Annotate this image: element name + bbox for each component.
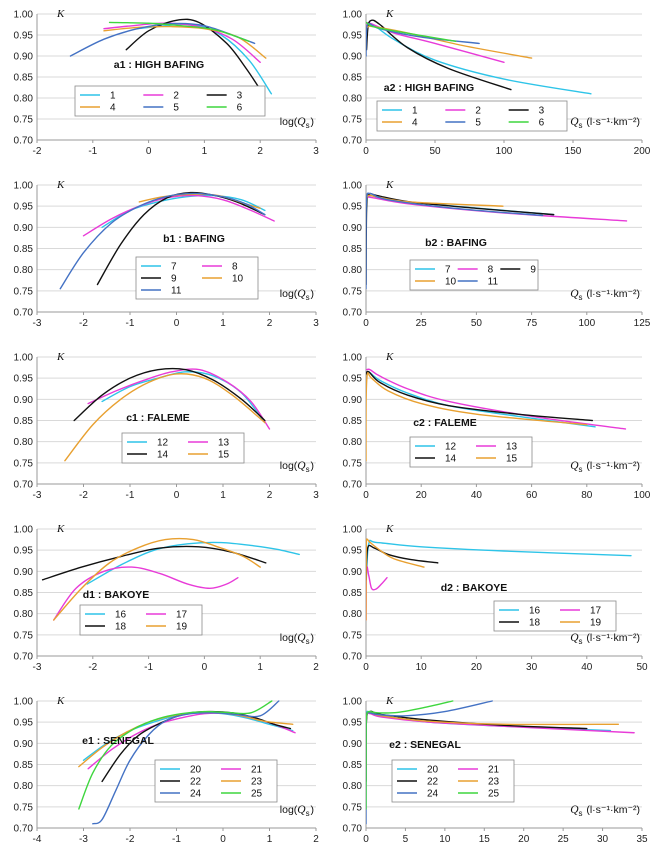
legend-label-8: 8 <box>487 264 494 276</box>
y-tick-label: 0.70 <box>342 135 362 147</box>
legend <box>122 433 244 463</box>
legend-label-15: 15 <box>506 453 518 465</box>
legend-label-25: 25 <box>488 788 500 800</box>
y-tick-label: 0.85 <box>342 760 362 771</box>
x-axis-label: $\log(Q_s$ ) <box>279 288 314 302</box>
y-tick-label: 0.95 <box>342 545 362 557</box>
y-tick-label: 0.85 <box>342 588 362 599</box>
panel-e1 <box>14 695 320 845</box>
legend-label-4: 4 <box>110 102 116 114</box>
x-tick-label: 0 <box>173 318 180 329</box>
x-tick-label: 2 <box>313 662 319 673</box>
y-axis-label: K <box>57 8 65 20</box>
x-tick-label: -3 <box>32 490 42 501</box>
y-tick-label: 0.90 <box>13 394 33 406</box>
legend <box>410 437 532 467</box>
y-tick-label: 0.85 <box>13 244 33 255</box>
y-tick-label: 0.95 <box>342 373 362 385</box>
panel-a2 <box>343 8 651 157</box>
x-tick-label: -2 <box>79 490 88 501</box>
y-tick-label: 0.90 <box>13 222 33 234</box>
y-axis-label: K <box>57 351 65 363</box>
legend-label-11: 11 <box>171 285 182 297</box>
panel-title: a2 : HIGH BAFING <box>383 82 475 94</box>
x-tick-label: -1 <box>172 834 181 845</box>
x-tick-label: 50 <box>429 146 441 157</box>
x-tick-label: 25 <box>415 318 427 329</box>
y-tick-label: 0.70 <box>13 135 33 147</box>
y-tick-label: 0.75 <box>342 114 362 126</box>
legend-label-14: 14 <box>445 453 457 465</box>
legend <box>155 760 277 802</box>
legend-label-12: 12 <box>157 437 169 449</box>
x-tick-label: 100 <box>495 146 513 157</box>
panel-title: b2 : BAFING <box>425 237 487 249</box>
x-tick-label: -4 <box>32 834 42 845</box>
x-tick-label: 20 <box>518 834 530 845</box>
y-tick-label: 1.00 <box>13 696 33 708</box>
legend-label-20: 20 <box>190 764 202 776</box>
x-tick-label: 125 <box>633 318 651 329</box>
x-tick-label: 35 <box>636 834 648 845</box>
x-tick-label: 3 <box>313 318 319 329</box>
legend-label-4: 4 <box>412 117 418 129</box>
x-tick-label: -2 <box>32 146 42 157</box>
legend-label-25: 25 <box>251 788 263 800</box>
x-tick-label: 20 <box>415 490 427 501</box>
series-line-3 <box>126 19 260 89</box>
legend-label-1: 1 <box>110 90 116 102</box>
x-tick-label: 20 <box>470 662 482 673</box>
x-tick-label: 200 <box>633 146 651 157</box>
y-tick-label: 0.70 <box>13 307 33 319</box>
y-tick-label: 1.00 <box>13 180 33 192</box>
legend-label-21: 21 <box>488 764 500 776</box>
x-tick-label: 2 <box>266 490 273 501</box>
legend <box>392 760 514 802</box>
y-tick-label: 0.95 <box>13 373 33 385</box>
legend <box>75 86 265 116</box>
x-tick-label: 40 <box>470 490 482 501</box>
x-tick-label: 10 <box>439 834 451 845</box>
x-tick-label: 0 <box>363 490 369 501</box>
x-axis-label: $\log(Q_s$ ) <box>279 116 314 130</box>
y-tick-label: 0.90 <box>13 51 33 63</box>
y-tick-label: 0.80 <box>342 93 362 105</box>
y-tick-label: 1.00 <box>342 696 362 708</box>
x-tick-label: 50 <box>636 662 648 673</box>
legend-label-13: 13 <box>506 441 518 453</box>
x-tick-label: 2 <box>266 318 273 329</box>
x-tick-label: 30 <box>526 662 538 673</box>
y-tick-label: 0.80 <box>342 781 362 793</box>
legend-label-18: 18 <box>115 621 127 633</box>
x-tick-label: 30 <box>597 834 609 845</box>
legend-label-3: 3 <box>538 105 545 117</box>
y-tick-label: 0.95 <box>342 30 362 42</box>
x-axis-label: $Q_s$ (l·s⁻¹·km⁻²) <box>570 804 640 818</box>
x-tick-label: 0 <box>145 146 152 157</box>
x-tick-label: 150 <box>564 146 582 157</box>
y-tick-label: 0.70 <box>342 651 362 663</box>
legend-label-7: 7 <box>445 264 451 276</box>
x-tick-label: 1 <box>220 490 226 501</box>
panel-title: e2 : SENEGAL <box>389 739 461 751</box>
y-tick-label: 0.80 <box>342 437 362 449</box>
y-tick-label: 0.80 <box>342 609 362 621</box>
legend-label-17: 17 <box>176 609 188 621</box>
y-tick-label: 0.80 <box>13 781 33 793</box>
legend-label-11: 11 <box>487 276 499 288</box>
legend-label-23: 23 <box>488 776 500 788</box>
series-line-17 <box>366 567 387 620</box>
panel-title: c2 : FALEME <box>413 417 477 429</box>
x-axis-label: $Q_s$ (l·s⁻¹·km⁻²) <box>570 460 640 474</box>
legend-label-13: 13 <box>218 437 230 449</box>
legend-label-6: 6 <box>538 117 545 129</box>
legend-label-19: 19 <box>176 621 188 633</box>
legend <box>377 101 567 131</box>
y-tick-label: 0.75 <box>342 802 362 814</box>
y-tick-label: 1.00 <box>342 524 362 536</box>
x-axis-label: $Q_s$ (l·s⁻¹·km⁻²) <box>570 116 640 130</box>
x-axis-label: $Q_s$ (l·s⁻¹·km⁻²) <box>570 288 640 302</box>
y-tick-label: 1.00 <box>13 9 33 21</box>
y-axis-label: K <box>386 695 394 707</box>
legend-label-14: 14 <box>157 449 169 461</box>
x-tick-label: 50 <box>470 318 482 329</box>
panel-e2 <box>343 695 648 845</box>
legend-label-24: 24 <box>190 788 202 800</box>
y-tick-label: 0.90 <box>342 51 362 63</box>
x-tick-label: 100 <box>633 490 651 501</box>
y-tick-label: 0.80 <box>13 609 33 621</box>
x-tick-label: -3 <box>79 834 88 845</box>
y-tick-label: 0.85 <box>13 72 33 84</box>
legend <box>136 257 258 299</box>
y-tick-label: 1.00 <box>13 524 33 536</box>
x-tick-label: 0 <box>201 662 208 673</box>
x-tick-label: 60 <box>526 490 538 501</box>
y-tick-label: 0.75 <box>342 630 362 642</box>
x-tick-label: 15 <box>478 834 490 845</box>
y-tick-label: 0.80 <box>13 437 33 449</box>
y-tick-label: 0.80 <box>13 265 33 277</box>
legend-label-5: 5 <box>475 117 481 129</box>
panel-d1 <box>14 523 320 673</box>
y-axis-label: K <box>57 179 65 191</box>
x-tick-label: 0 <box>173 490 180 501</box>
legend-label-1: 1 <box>412 105 418 117</box>
panel-title: b1 : BAFING <box>163 233 225 245</box>
x-tick-label: 40 <box>581 662 593 673</box>
x-tick-label: 10 <box>415 662 427 673</box>
x-tick-label: 0 <box>220 834 226 845</box>
x-tick-label: 5 <box>402 834 409 845</box>
legend-label-6: 6 <box>236 102 243 114</box>
x-tick-label: -2 <box>79 318 88 329</box>
legend-label-12: 12 <box>445 441 457 453</box>
y-axis-label: K <box>386 523 394 535</box>
y-tick-label: 0.70 <box>342 307 362 319</box>
legend-label-3: 3 <box>236 90 243 102</box>
y-tick-label: 0.85 <box>13 416 33 427</box>
panel-title: c1 : FALEME <box>126 412 190 424</box>
legend <box>494 601 616 631</box>
panel-b2 <box>343 179 651 329</box>
panel-title: e1 : SENEGAL <box>82 735 154 747</box>
y-tick-label: 0.90 <box>342 394 362 406</box>
panel-c2 <box>343 351 651 501</box>
y-tick-label: 0.70 <box>342 823 362 835</box>
y-tick-label: 0.85 <box>342 244 362 255</box>
legend-label-2: 2 <box>475 105 481 117</box>
y-tick-label: 0.75 <box>342 458 362 470</box>
x-axis-label: $\log(Q_s$ ) <box>279 460 314 474</box>
series-group <box>70 19 271 93</box>
legend-label-19: 19 <box>590 617 602 629</box>
y-tick-label: 1.00 <box>342 180 362 192</box>
panel-title: d1 : BAKOYE <box>82 589 150 601</box>
panel-b1 <box>14 179 320 329</box>
x-tick-label: 0 <box>363 318 369 329</box>
legend <box>80 605 202 635</box>
y-tick-label: 0.75 <box>342 286 362 298</box>
x-tick-label: 1 <box>201 146 208 157</box>
legend-label-15: 15 <box>218 449 230 461</box>
y-tick-label: 0.90 <box>342 738 362 750</box>
y-tick-label: 0.85 <box>13 760 33 771</box>
panel-d2 <box>343 523 648 673</box>
x-axis-label: $Q_s$ (l·s⁻¹·km⁻²) <box>570 632 640 646</box>
x-tick-label: -1 <box>125 490 135 501</box>
y-tick-label: 0.75 <box>13 286 33 298</box>
legend-label-22: 22 <box>427 776 439 788</box>
y-tick-label: 0.70 <box>342 479 362 491</box>
x-tick-label: 80 <box>581 490 593 501</box>
y-tick-label: 1.00 <box>342 352 362 364</box>
y-tick-label: 0.95 <box>342 717 362 729</box>
y-tick-label: 0.85 <box>13 588 33 599</box>
y-axis-label: K <box>386 351 394 363</box>
y-tick-label: 0.75 <box>13 630 33 642</box>
x-tick-label: 2 <box>257 146 263 157</box>
y-tick-label: 0.90 <box>342 222 362 234</box>
y-tick-label: 0.75 <box>13 114 33 126</box>
panel-title: d2 : BAKOYE <box>440 582 508 594</box>
x-tick-label: 1 <box>257 662 263 673</box>
y-tick-label: 0.95 <box>13 30 33 42</box>
y-tick-label: 0.95 <box>13 545 33 557</box>
y-axis-label: K <box>386 179 394 191</box>
legend-label-18: 18 <box>529 617 541 629</box>
legend-label-7: 7 <box>171 261 177 273</box>
panel-c1 <box>14 351 320 501</box>
x-tick-label: -1 <box>144 662 154 673</box>
legend-label-17: 17 <box>590 605 602 617</box>
y-tick-label: 1.00 <box>13 352 33 364</box>
y-tick-label: 0.95 <box>342 201 362 213</box>
x-tick-label: 3 <box>313 490 319 501</box>
y-tick-label: 0.95 <box>13 717 33 729</box>
x-tick-label: -2 <box>88 662 98 673</box>
legend-label-24: 24 <box>427 788 439 800</box>
legend-label-9: 9 <box>171 273 177 285</box>
x-tick-label: 0 <box>363 834 369 845</box>
y-axis-label: K <box>57 523 65 535</box>
legend-label-16: 16 <box>529 605 541 617</box>
legend-label-21: 21 <box>251 764 263 776</box>
y-tick-label: 0.80 <box>13 93 33 105</box>
x-tick-label: 100 <box>578 318 596 329</box>
y-tick-label: 0.75 <box>13 802 33 814</box>
x-tick-label: -3 <box>32 318 42 329</box>
y-axis-label: K <box>57 695 65 707</box>
x-tick-label: 3 <box>313 146 319 157</box>
legend-label-5: 5 <box>173 102 179 114</box>
y-tick-label: 0.85 <box>342 72 362 84</box>
legend-label-8: 8 <box>232 261 238 273</box>
y-tick-label: 1.00 <box>342 9 362 21</box>
x-tick-label: 2 <box>313 834 319 845</box>
x-tick-label: 75 <box>526 318 538 329</box>
y-tick-label: 0.70 <box>13 651 33 663</box>
y-tick-label: 0.75 <box>13 458 33 470</box>
x-axis-label: $\log(Q_s$ ) <box>279 632 314 646</box>
y-tick-label: 0.90 <box>342 566 362 578</box>
legend <box>410 260 538 290</box>
x-tick-label: -1 <box>125 318 135 329</box>
panel-title: a1 : HIGH BAFING <box>113 59 205 71</box>
x-axis-label: $\log(Q_s$ ) <box>279 804 314 818</box>
legend-label-20: 20 <box>427 764 439 776</box>
x-tick-label: 1 <box>266 834 273 845</box>
y-tick-label: 0.85 <box>342 416 362 427</box>
legend-label-23: 23 <box>251 776 263 788</box>
y-tick-label: 0.70 <box>13 823 33 835</box>
series-line-16 <box>87 542 299 584</box>
legend-label-16: 16 <box>115 609 127 621</box>
legend-label-9: 9 <box>530 264 536 276</box>
y-tick-label: 0.95 <box>13 201 33 213</box>
x-tick-label: -3 <box>32 662 42 673</box>
y-tick-label: 0.70 <box>13 479 33 491</box>
y-tick-label: 0.90 <box>13 738 33 750</box>
x-tick-label: 1 <box>220 318 226 329</box>
x-tick-label: 25 <box>557 834 569 845</box>
x-tick-label: -2 <box>125 834 135 845</box>
x-tick-label: 0 <box>363 662 369 673</box>
y-tick-label: 0.80 <box>342 265 362 277</box>
panel-a1 <box>14 8 320 157</box>
y-axis-label: K <box>386 8 394 20</box>
legend-label-10: 10 <box>445 276 457 288</box>
legend-box <box>410 260 538 290</box>
legend-label-22: 22 <box>190 776 202 788</box>
series-line-19 <box>366 539 424 620</box>
y-tick-label: 0.90 <box>13 566 33 578</box>
legend-label-10: 10 <box>232 273 244 285</box>
x-tick-label: -1 <box>88 146 98 157</box>
x-tick-label: 0 <box>363 146 369 157</box>
legend-label-2: 2 <box>173 90 179 102</box>
